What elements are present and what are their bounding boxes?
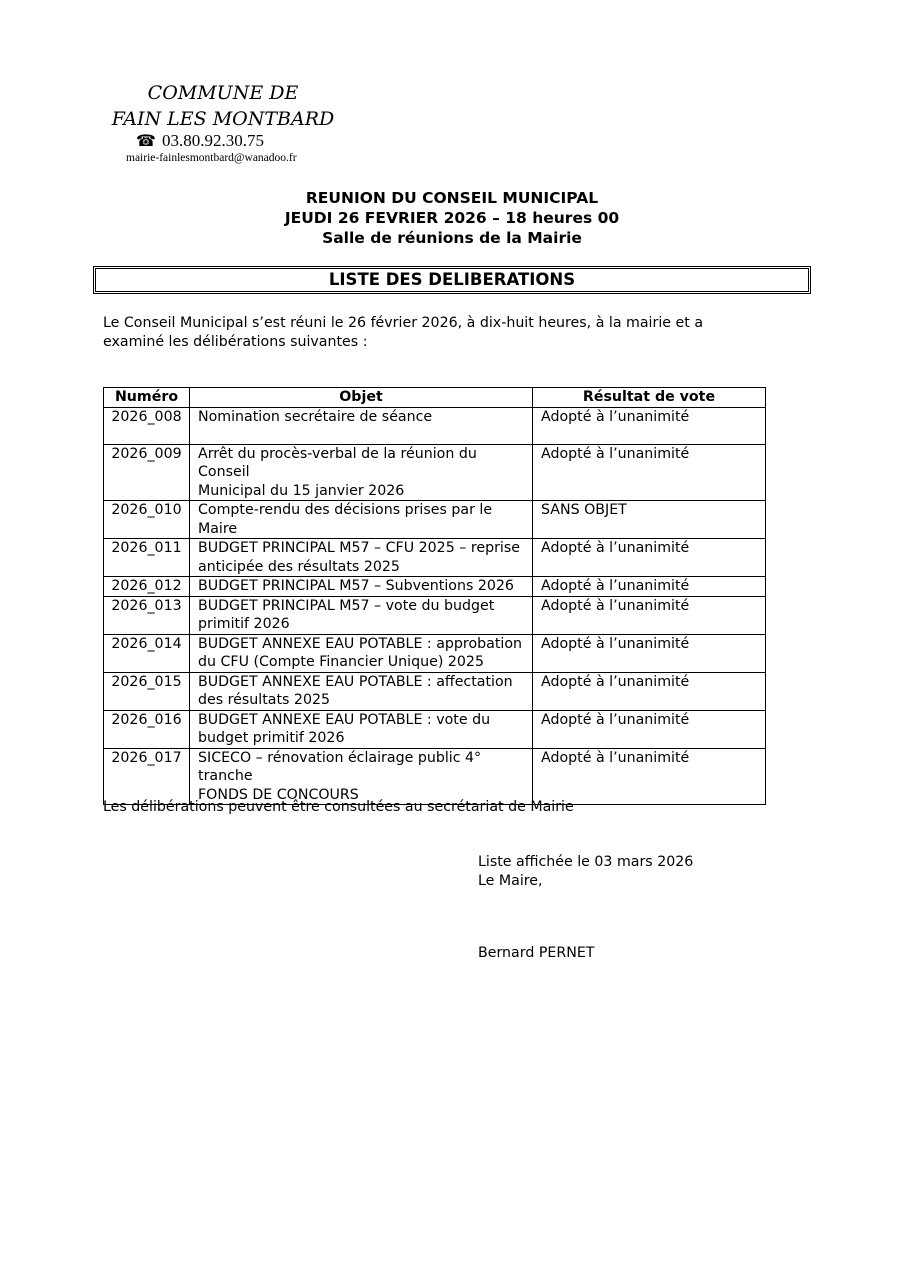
header-objet: Objet: [190, 388, 533, 408]
list-title: LISTE DES DELIBERATIONS: [93, 266, 811, 294]
table-row: [104, 577, 766, 597]
row-object-line: SICECO – rénovation éclairage public 4° tranche: [198, 749, 482, 784]
row-object: [190, 539, 533, 577]
commune-line-2: FAIN LES MONTBARD: [111, 108, 335, 130]
email-address: mairie-fainlesmontbard@wanadoo.fr: [126, 152, 297, 164]
mayor-role: Le Maire,: [478, 872, 543, 889]
row-object-line: Arrêt du procès-verbal de la réunion du Conseil: [198, 445, 477, 480]
row-result: SANS OBJET: [533, 501, 766, 539]
row-result: Adopté à l’unanimité: [533, 634, 766, 672]
row-number: 2026_017: [104, 748, 190, 805]
row-result: Adopté à l’unanimité: [533, 596, 766, 634]
posted-date: Liste affichée le 03 mars 2026: [478, 854, 694, 870]
row-object-line: Compte-rendu des décisions prises par le Maire: [198, 502, 493, 537]
row-number: 2026_011: [104, 539, 190, 577]
row-result: Adopté à l’unanimité: [533, 672, 766, 710]
row-object-line: budget primitif 2026: [198, 730, 345, 746]
row-result: Adopté à l’unanimité: [533, 577, 766, 597]
row-object: [190, 634, 533, 672]
meeting-heading: [0, 188, 900, 248]
row-number: 2026_013: [104, 596, 190, 634]
row-number: 2026_008: [104, 407, 190, 444]
table-row: [104, 596, 766, 634]
table-row: [104, 444, 766, 501]
row-number: 2026_016: [104, 710, 190, 748]
signature-block: [478, 853, 693, 890]
row-result: Adopté à l’unanimité: [533, 407, 766, 444]
mayor-name: Bernard PERNET: [478, 945, 595, 961]
row-number: 2026_009: [104, 444, 190, 501]
commune-line-1: COMMUNE DE: [147, 82, 299, 104]
intro-paragraph: Le Conseil Municipal s’est réuni le 26 février 2026, à dix-huit heures, à la mairie et a examiné les délibérations suivantes :: [103, 315, 704, 350]
row-object: [190, 577, 533, 597]
consultation-note: Les délibérations peuvent être consultées au secrétariat de Mairie: [103, 799, 574, 815]
row-object: [190, 444, 533, 501]
row-object-line: des résultats 2025: [198, 692, 331, 708]
row-number: 2026_010: [104, 501, 190, 539]
deliberations-table: [103, 387, 766, 805]
row-number: 2026_015: [104, 672, 190, 710]
telephone-icon: ☎: [136, 133, 156, 150]
row-result: Adopté à l’unanimité: [533, 539, 766, 577]
row-object-line: primitif 2026: [198, 616, 290, 632]
row-object-line: Nomination secrétaire de séance: [198, 408, 433, 425]
meeting-date: JEUDI 26 FEVRIER 2026 – 18 heures 00: [284, 209, 620, 227]
row-object-line: BUDGET ANNEXE EAU POTABLE : affectation: [198, 673, 513, 690]
row-number: 2026_014: [104, 634, 190, 672]
row-object-line: BUDGET ANNEXE EAU POTABLE : approbation: [198, 635, 523, 652]
table-header-row: [104, 388, 766, 408]
row-object: [190, 596, 533, 634]
row-object-line: BUDGET PRINCIPAL M57 – CFU 2025 – reprise: [198, 540, 520, 556]
row-object-line: anticipée des résultats 2025: [198, 558, 400, 575]
table-row: [104, 539, 766, 577]
row-result: Adopté à l’unanimité: [533, 748, 766, 805]
row-object: [190, 710, 533, 748]
row-object-line: du CFU (Compte Financier Unique) 2025: [198, 654, 484, 670]
row-object-line: BUDGET ANNEXE EAU POTABLE : vote du: [198, 711, 491, 728]
meeting-title: REUNION DU CONSEIL MUNICIPAL: [305, 189, 599, 207]
row-object-line: FONDS DE CONCOURS: [198, 786, 359, 803]
row-object: [190, 501, 533, 539]
header-numero: Numéro: [104, 388, 190, 408]
table-row: [104, 672, 766, 710]
table-row: [104, 501, 766, 539]
phone-number: 03.80.92.30.75: [161, 131, 264, 150]
phone-line: [136, 131, 264, 151]
row-object: [190, 672, 533, 710]
row-object: [190, 407, 533, 444]
row-result: Adopté à l’unanimité: [533, 710, 766, 748]
row-object-line: Municipal du 15 janvier 2026: [198, 482, 405, 499]
table-row: [104, 748, 766, 805]
header-resultat: Résultat de vote: [533, 388, 766, 408]
row-result: Adopté à l’unanimité: [533, 444, 766, 501]
table-row: [104, 710, 766, 748]
row-object-line: BUDGET PRINCIPAL M57 – vote du budget: [198, 597, 495, 614]
table-row: [104, 407, 766, 444]
row-object-line: BUDGET PRINCIPAL M57 – Subventions 2026: [198, 578, 514, 594]
meeting-place: Salle de réunions de la Mairie: [322, 229, 582, 247]
row-object: [190, 748, 533, 805]
commune-name: [108, 80, 338, 132]
row-number: 2026_012: [104, 577, 190, 597]
table-row: [104, 634, 766, 672]
